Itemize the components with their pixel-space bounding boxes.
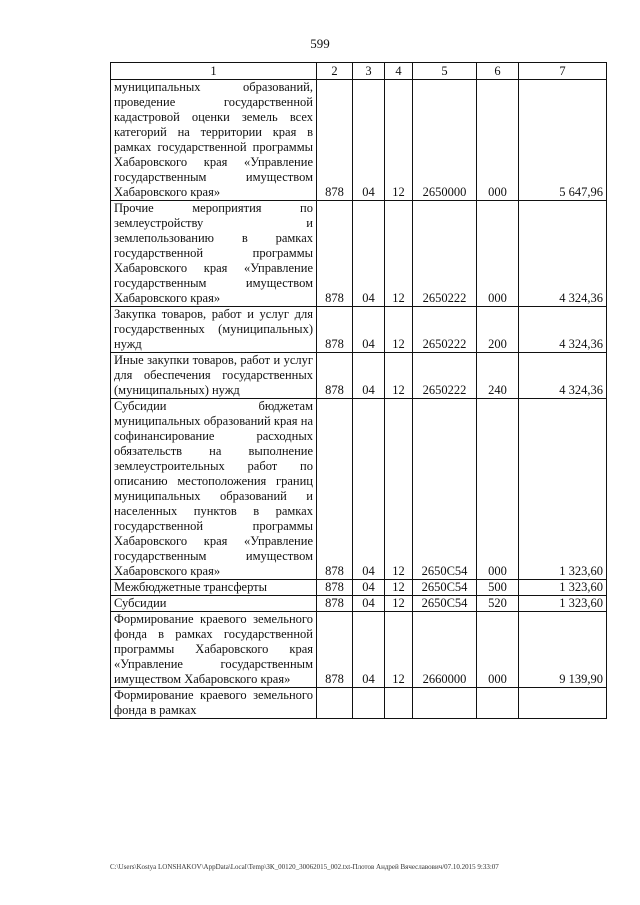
- row-description: Формирование краевого земельного фонда в рамках государственной программы Хабаровского края «Управление государственным имуществом Хабаровского края»: [111, 612, 317, 688]
- subsection-code: 12: [385, 399, 413, 580]
- expense-type-code: 000: [477, 80, 519, 201]
- table-row: [111, 80, 607, 201]
- subsection-code: 12: [385, 596, 413, 612]
- target-article-code: 2650222: [413, 353, 477, 399]
- ministry-code: [317, 688, 353, 719]
- expense-type-code: 000: [477, 201, 519, 307]
- expense-type-code: 240: [477, 353, 519, 399]
- page-number: 599: [310, 36, 330, 51]
- amount: [519, 688, 607, 719]
- section-code: 04: [353, 80, 385, 201]
- amount: 4 324,36: [519, 201, 607, 307]
- amount: 4 324,36: [519, 307, 607, 353]
- header-cell: 7: [519, 63, 607, 80]
- target-article-code: 2650С54: [413, 580, 477, 596]
- expense-type-code: 200: [477, 307, 519, 353]
- row-description: Межбюджетные трансферты: [111, 580, 317, 596]
- subsection-code: 12: [385, 612, 413, 688]
- ministry-code: 878: [317, 80, 353, 201]
- target-article-code: 2650С54: [413, 596, 477, 612]
- subsection-code: 12: [385, 353, 413, 399]
- amount: 1 323,60: [519, 596, 607, 612]
- ministry-code: 878: [317, 612, 353, 688]
- row-description: Субсидии: [111, 596, 317, 612]
- row-description: муниципальных образований, проведение государственной кадастровой оценки земель всех категорий на территории края в рамках государственной программы Хабаровского края «Управление государственным имуществом Хабаровского края»: [111, 80, 317, 201]
- expense-type-code: 500: [477, 580, 519, 596]
- amount: 4 324,36: [519, 353, 607, 399]
- header-cell: 4: [385, 63, 413, 80]
- amount: 1 323,60: [519, 399, 607, 580]
- target-article-code: [413, 688, 477, 719]
- ministry-code: 878: [317, 307, 353, 353]
- expense-type-code: 000: [477, 399, 519, 580]
- section-code: 04: [353, 612, 385, 688]
- section-code: 04: [353, 201, 385, 307]
- section-code: 04: [353, 307, 385, 353]
- ministry-code: 878: [317, 580, 353, 596]
- expense-type-code: [477, 688, 519, 719]
- row-description: Прочие мероприятия по землеустройству и землепользованию в рамках государственной программы Хабаровского края «Управление государственным имуществом Хабаровского края»: [111, 201, 317, 307]
- subsection-code: 12: [385, 201, 413, 307]
- subsection-code: 12: [385, 307, 413, 353]
- header-cell: 2: [317, 63, 353, 80]
- ministry-code: 878: [317, 596, 353, 612]
- budget-table: [110, 62, 607, 719]
- section-code: 04: [353, 580, 385, 596]
- section-code: 04: [353, 596, 385, 612]
- row-description: Субсидии бюджетам муниципальных образований края на софинансирование расходных обязательств на выполнение землеустроительных работ по описанию местоположения границ муниципальных образований и населенных пунктов в рамках государственной программы Хабаровского края «Управление государственным имуществом Хабаровского края»: [111, 399, 317, 580]
- table-row: [111, 307, 607, 353]
- header-cell: 5: [413, 63, 477, 80]
- amount: 9 139,90: [519, 612, 607, 688]
- ministry-code: 878: [317, 201, 353, 307]
- table-row: [111, 596, 607, 612]
- section-code: 04: [353, 353, 385, 399]
- target-article-code: 2650222: [413, 307, 477, 353]
- row-description: Иные закупки товаров, работ и услуг для обеспечения государственных (муниципальных) нужд: [111, 353, 317, 399]
- subsection-code: 12: [385, 580, 413, 596]
- target-article-code: 2660000: [413, 612, 477, 688]
- subsection-code: 12: [385, 80, 413, 201]
- header-cell: 1: [111, 63, 317, 80]
- ministry-code: 878: [317, 353, 353, 399]
- target-article-code: 2650222: [413, 201, 477, 307]
- header-cell: 3: [353, 63, 385, 80]
- row-description: Формирование краевого земельного фонда в рамках: [111, 688, 317, 719]
- table-row: [111, 399, 607, 580]
- amount: 1 323,60: [519, 580, 607, 596]
- subsection-code: [385, 688, 413, 719]
- ministry-code: 878: [317, 399, 353, 580]
- table-row: [111, 201, 607, 307]
- section-code: [353, 688, 385, 719]
- row-description: Закупка товаров, работ и услуг для государственных (муниципальных) нужд: [111, 307, 317, 353]
- expense-type-code: 520: [477, 596, 519, 612]
- table-row: [111, 353, 607, 399]
- target-article-code: 2650С54: [413, 399, 477, 580]
- table-row: [111, 688, 607, 719]
- file-path-footer: C:\Users\Kostya LONSHAKOV\AppData\Local\Temp\ЗК_00120_30062015_002.txt-Плотов Андрей Вячеславович/07.10.2015 9:33:07: [110, 863, 499, 871]
- target-article-code: 2650000: [413, 80, 477, 201]
- header-row: [111, 63, 607, 80]
- table-row: [111, 580, 607, 596]
- expense-type-code: 000: [477, 612, 519, 688]
- section-code: 04: [353, 399, 385, 580]
- header-cell: 6: [477, 63, 519, 80]
- table-row: [111, 612, 607, 688]
- amount: 5 647,96: [519, 80, 607, 201]
